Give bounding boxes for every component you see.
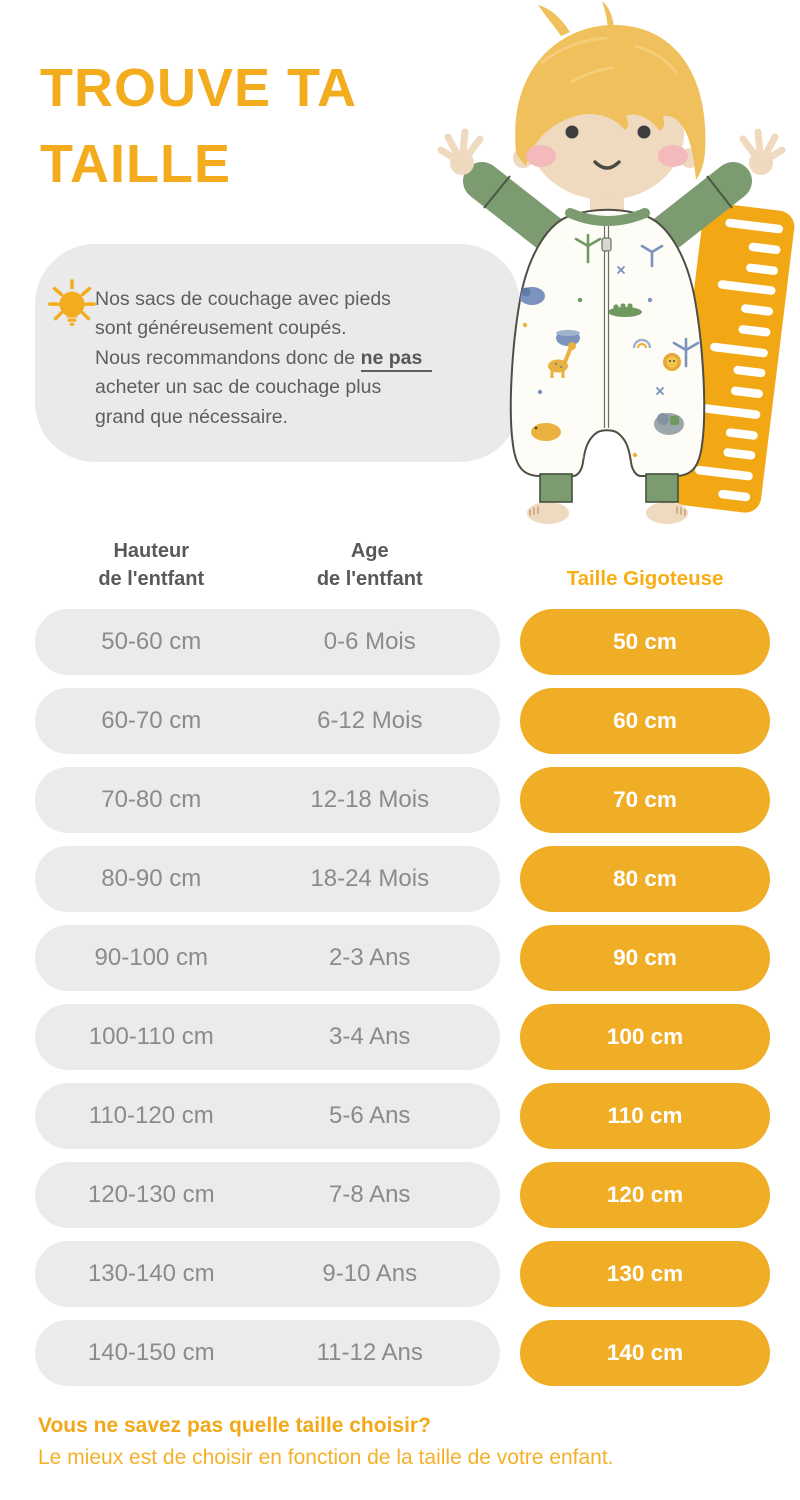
table-header-row — [35, 537, 770, 597]
lion-print — [663, 353, 681, 371]
age-value: 6-12 Mois — [317, 707, 423, 734]
face — [513, 1, 705, 200]
table-row — [35, 1241, 770, 1307]
age-value: 7-8 Ans — [329, 1181, 411, 1208]
age-value: 9-10 Ans — [322, 1260, 418, 1287]
header-child-age: Age de l'entfant — [316, 540, 423, 590]
feet — [527, 502, 688, 524]
height-value: 90-100 cm — [94, 944, 208, 971]
table-row — [35, 609, 770, 675]
table-row — [35, 1320, 770, 1386]
height-value: 70-80 cm — [101, 786, 202, 813]
height-value: 120-130 cm — [87, 1181, 215, 1208]
height-value: 50-60 cm — [101, 628, 202, 655]
size-pill: 90 cm — [520, 925, 770, 991]
footer-advice: Le mieux est de choisir en fonction de la taille de votre enfant. — [38, 1446, 614, 1469]
height-age-pill — [35, 767, 500, 833]
height-value: 60-70 cm — [101, 707, 202, 734]
tip-line — [95, 373, 432, 402]
size-pill: 120 cm — [520, 1162, 770, 1228]
height-age-pill — [35, 1162, 500, 1228]
tip-line — [95, 314, 432, 343]
tip-text — [95, 285, 432, 432]
table-row — [35, 1083, 770, 1149]
age-value: 0-6 Mois — [323, 628, 416, 655]
table-row — [35, 846, 770, 912]
tip-line-text: grand que nécessaire. — [95, 405, 288, 428]
age-value: 2-3 Ans — [329, 944, 411, 971]
page-title-line2: TAILLE — [40, 134, 231, 194]
height-value: 130-140 cm — [87, 1260, 215, 1287]
age-value: 5-6 Ans — [329, 1102, 411, 1129]
height-age-pill — [35, 1004, 500, 1070]
page-title — [40, 50, 357, 202]
tip-line — [95, 344, 432, 373]
size-pill: 110 cm — [520, 1083, 770, 1149]
tip-line — [95, 403, 432, 432]
size-pill: 70 cm — [520, 767, 770, 833]
child-illustration — [420, 0, 800, 545]
tip-line-text: acheter un sac de couchage plus — [95, 376, 382, 399]
height-age-pill — [35, 1083, 500, 1149]
height-value: 80-90 cm — [101, 865, 202, 892]
height-value: 140-150 cm — [87, 1339, 215, 1366]
table-row — [35, 688, 770, 754]
table-row — [35, 1004, 770, 1070]
height-age-pill — [35, 1320, 500, 1386]
size-pill: 60 cm — [520, 688, 770, 754]
tip-line-text: Nos sacs de couchage avec pieds — [95, 288, 391, 310]
height-age-pill — [35, 1241, 500, 1307]
height-age-pill — [35, 846, 500, 912]
size-pill: 130 cm — [520, 1241, 770, 1307]
height-age-pill — [35, 609, 500, 675]
header-child-height: Hauteur de l'entfant — [98, 540, 205, 590]
size-pill: 100 cm — [520, 1004, 770, 1070]
size-pill: 140 cm — [520, 1320, 770, 1386]
tip-line-text: Nous recommandons donc de — [95, 346, 361, 369]
age-value: 3-4 Ans — [329, 1023, 411, 1050]
tip-emphasis: ne pas — [361, 347, 433, 372]
page-title-line1: TROUVE TA — [40, 58, 357, 118]
elephant-print — [654, 413, 684, 435]
header-sleeping-bag-size: Taille Gigoteuse — [566, 567, 724, 590]
tip-line — [95, 285, 432, 314]
age-value: 11-12 Ans — [316, 1339, 423, 1366]
size-pill: 80 cm — [520, 846, 770, 912]
height-age-pill — [35, 925, 500, 991]
height-value: 110-120 cm — [88, 1102, 214, 1129]
age-value: 12-18 Mois — [310, 786, 430, 813]
table-row — [35, 767, 770, 833]
size-table — [35, 537, 770, 1399]
table-row — [35, 1162, 770, 1228]
lightbulb-icon — [43, 278, 101, 336]
size-pill: 50 cm — [520, 609, 770, 675]
table-row — [35, 925, 770, 991]
height-value: 100-110 cm — [88, 1023, 214, 1050]
footer — [38, 1414, 614, 1470]
footer-question: Vous ne savez pas quelle taille choisir? — [38, 1414, 431, 1437]
age-value: 18-24 Mois — [310, 865, 430, 892]
height-age-pill — [35, 688, 500, 754]
tip-line-text: sont généreusement coupés. — [95, 317, 347, 340]
